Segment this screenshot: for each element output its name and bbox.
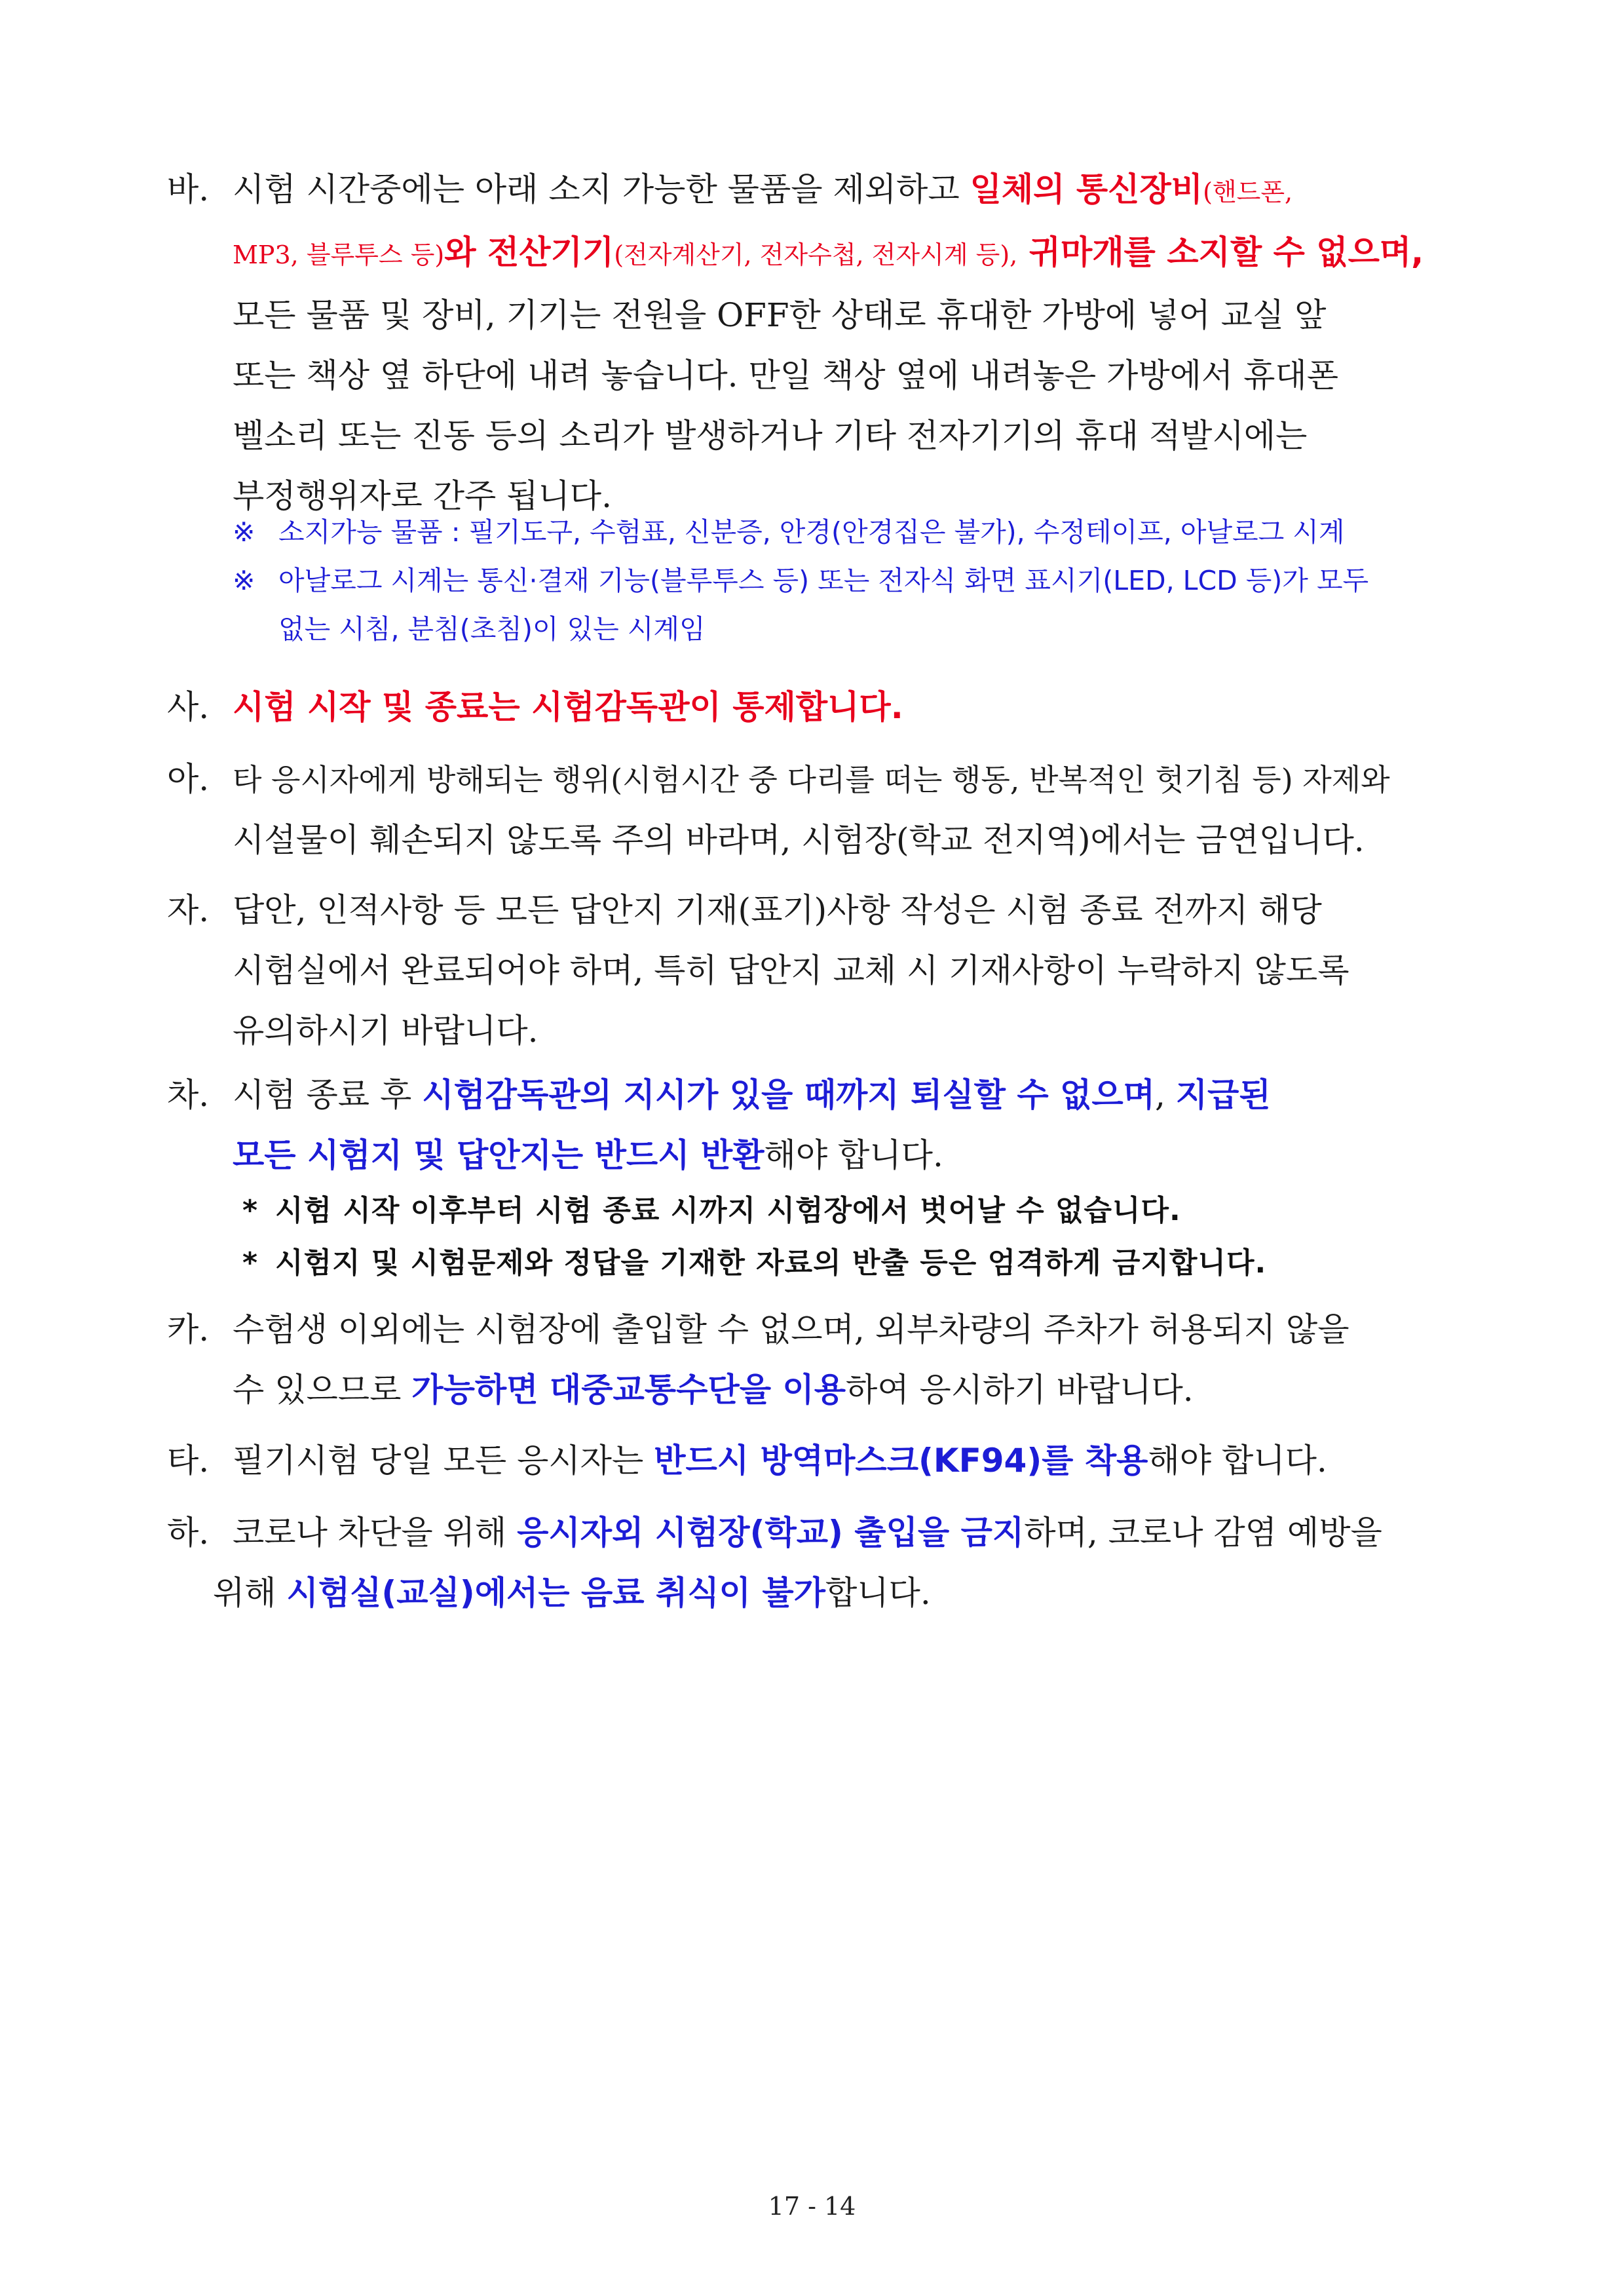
text: 해야 합니다.: [1148, 1442, 1327, 1480]
item-ka: [167, 1299, 1503, 1420]
item-ja-line3: 유의하시기 바랍니다.: [233, 1012, 538, 1050]
highlight-blue: 반드시 방역마스크(KF94)를 착용: [654, 1442, 1148, 1480]
note-text: 소지가능 물품 : 필기도구, 수험표, 신분증, 안경(안경집은 불가), 수정테이프, 아날로그 시계: [278, 516, 1345, 548]
item-ha-line1: [167, 1502, 1503, 1563]
item-label: 아.: [167, 760, 210, 798]
text: 해야 합니다.: [764, 1136, 943, 1174]
item-ba-line2: [167, 222, 1503, 285]
note-2-cont: 없는 시침, 분침(초침)이 있는 시계임: [278, 613, 706, 645]
item-label: 자.: [167, 891, 210, 929]
star-note-2: [242, 1237, 1266, 1290]
highlight-blue: 시험실(교실)에서는 음료 취식이 불가: [286, 1574, 825, 1612]
item-label: 타.: [167, 1442, 210, 1480]
item-ba-line1: [167, 159, 1503, 222]
reference-mark: ※: [233, 565, 255, 596]
star-note-1: [242, 1185, 1266, 1237]
item-sa-line1: [167, 677, 1503, 737]
item-ta: [167, 1430, 1503, 1491]
item-label: 카.: [167, 1311, 210, 1349]
item-label: 하.: [167, 1514, 210, 1552]
text: 시험 종료 후: [233, 1076, 423, 1114]
text: 수 있으므로: [233, 1371, 412, 1409]
highlight-blue: 응시자외 시험장(학교) 출입을 금지: [517, 1514, 1025, 1552]
highlight-blue: 모든 시험지 및 답안지는 반드시 반환: [233, 1136, 765, 1174]
text: 합니다.: [825, 1574, 931, 1612]
item-cha-line2: [167, 1125, 1503, 1185]
text: 시험 시간중에는 아래 소지 가능한 물품을 제외하고: [233, 170, 970, 208]
text: 타 응시자에게 방해되는 행위(시험시간 중 다리를 떠는 행동, 반복적인 헛기침 등) 자제와: [233, 762, 1390, 797]
text: 필기시험 당일 모든 응시자는: [233, 1442, 654, 1480]
highlight-blue: 가능하면 대중교통수단을 이용: [411, 1371, 846, 1409]
star-note-text: 시험 시작 이후부터 시험 종료 시까지 시험장에서 벗어날 수 없습니다.: [275, 1194, 1181, 1227]
asterisk-mark: *: [242, 1246, 259, 1280]
highlight-red-small: (전자계산기, 전자수첩, 전자시계 등),: [614, 240, 1018, 269]
item-ha: [167, 1502, 1503, 1623]
highlight-blue: 시험감독관의 지시가 있을 때까지 퇴실할 수 없으며: [422, 1076, 1155, 1114]
item-cha-line1: [167, 1065, 1503, 1125]
highlight-blue: 지급된: [1175, 1076, 1271, 1114]
item-ba-line6: 부정행위자로 간주 됩니다.: [233, 477, 612, 515]
item-ka-line2: [167, 1360, 1503, 1420]
item-cha: [167, 1065, 1503, 1185]
asterisk-mark: *: [242, 1194, 259, 1227]
note-2: [233, 556, 1517, 605]
item-ja: [167, 880, 1503, 1061]
note-text: 아날로그 시계는 통신·결재 기능(블루투스 등) 또는 전자식 화면 표시기(LED, LCD 등)가 모두: [278, 565, 1369, 596]
item-ja-line2: 시험실에서 완료되어야 하며, 특히 답안지 교체 시 기재사항이 누락하지 않도록: [233, 951, 1350, 989]
text: 하며, 코로나 감염 예방을: [1024, 1514, 1382, 1552]
highlight-red-small: MP3, 블루투스 등): [233, 240, 445, 269]
item-ha-line2: [167, 1563, 1503, 1623]
text: ,: [1154, 1076, 1176, 1114]
highlight-red: 와 전산기기: [444, 233, 614, 271]
highlight-red: 시험 시작 및 종료는 시험감독관이 통제합니다.: [233, 688, 903, 726]
item-ja-line1: [167, 880, 1503, 940]
item-ba-line5: 벨소리 또는 진동 등의 소리가 발생하거나 기타 전자기기의 휴대 적발시에는: [233, 417, 1308, 455]
item-a-line1: [167, 749, 1503, 810]
item-sa: [167, 677, 1503, 737]
highlight-red: 귀마개를 소지할 수 없으며,: [1017, 233, 1424, 271]
star-note-block: [242, 1185, 1266, 1290]
text: 하여 응시하기 바랍니다.: [846, 1371, 1194, 1409]
item-a-line2: 시설물이 훼손되지 않도록 주의 바라며, 시험장(학교 전지역)에서는 금연입니다.: [233, 821, 1365, 859]
text: 수험생 이외에는 시험장에 출입할 수 없으며, 외부차량의 주차가 허용되지 않을: [233, 1311, 1350, 1349]
item-label: 사.: [167, 688, 210, 726]
reference-mark: ※: [233, 516, 255, 548]
item-ka-line1: [167, 1299, 1503, 1360]
star-note-text: 시험지 및 시험문제와 정답을 기재한 자료의 반출 등은 엄격하게 금지합니다.: [275, 1246, 1267, 1280]
item-a: [167, 749, 1503, 870]
item-ba-line4: 또는 책상 옆 하단에 내려 놓습니다. 만일 책상 옆에 내려놓은 가방에서 휴대폰: [233, 356, 1339, 394]
highlight-red: 일체의 통신장비: [970, 170, 1203, 208]
note-block: [233, 508, 1517, 653]
item-label: 바.: [167, 170, 210, 208]
text: 코로나 차단을 위해: [233, 1514, 518, 1552]
highlight-red-small: (핸드폰,: [1203, 178, 1293, 206]
item-label: 차.: [167, 1076, 210, 1114]
item-ta-line1: [167, 1430, 1503, 1491]
text: 위해: [213, 1574, 287, 1612]
item-ba-line3: 모든 물품 및 장비, 기기는 전원을 OFF한 상태로 휴대한 가방에 넣어 교실 앞: [233, 296, 1327, 334]
item-ba: [167, 159, 1503, 526]
note-1: [233, 508, 1517, 556]
text: 답안, 인적사항 등 모든 답안지 기재(표기)사항 작성은 시험 종료 전까지 해당: [233, 891, 1322, 929]
page-number: 17 - 14: [768, 2192, 856, 2221]
